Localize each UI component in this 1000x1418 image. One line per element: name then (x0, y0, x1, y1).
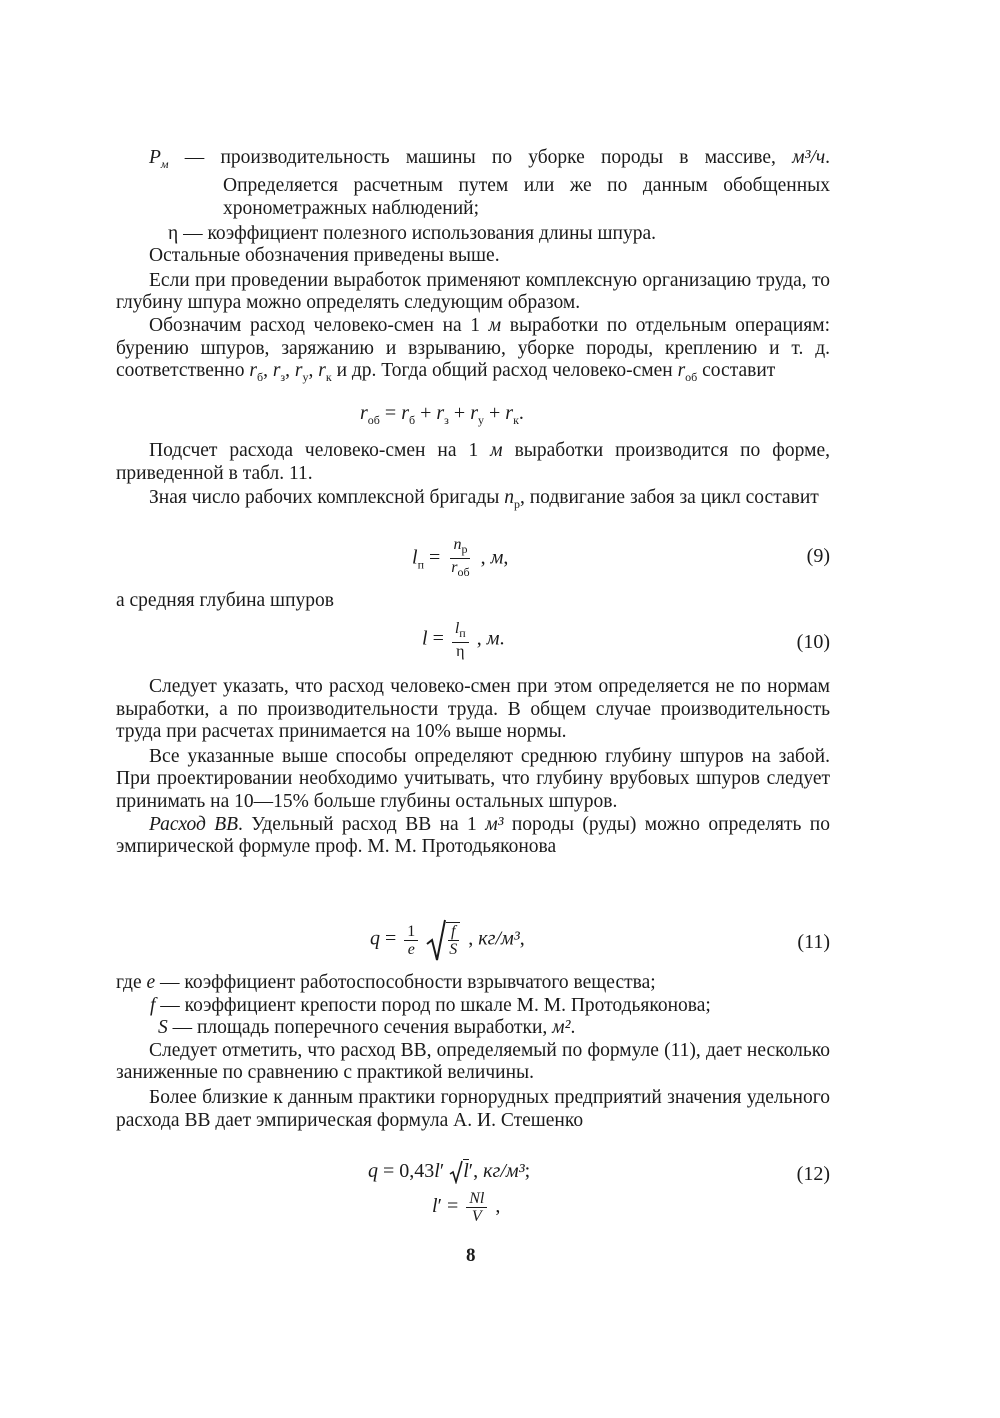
formula-rob: $r_{об} = r_б + r_з + r_у + r_к$. (360, 402, 524, 427)
fraction-np-rob: $\frac{n_р}{r_{об}}$ (451, 536, 470, 580)
para-depth: а средняя глубина шпуров (116, 590, 334, 611)
definitions-top (116, 147, 830, 389)
def-s: S — площадь поперечного сечения выработки, м². (158, 1017, 576, 1039)
def-f: f — коэффициент крепости пород по шкале М. М. Протодьяконова; (150, 994, 711, 1016)
para-designate: Обозначим расход человеко-смен на 1 м выработки по отдельным операциям: бурению шпуров, заряжанию и взрыванию, уборке породы, креплению и т. д. соответственно $r_б$, $r_з$, $r_у$, $r_к$ и др. Тогда общий расход человеко-смен $r_{об}$ составит (116, 315, 830, 385)
fraction-nl-v: $\frac{Nl}{V}$ (466, 1190, 487, 1225)
section-mid (116, 440, 830, 516)
para-rest: Остальные обозначения приведены выше. (149, 245, 500, 267)
para-explosive: Расход ВВ. Удельный расход ВВ на 1 м³ породы (руды) можно определять по эмпирической формуле проф. М. М. Протодьяконова (116, 813, 830, 858)
section-lower (116, 676, 830, 859)
para-brigade: Зная число рабочих комплексной бригады $n_р$, подвигание забоя за цикл составит (149, 487, 819, 512)
formula-12: q = 0,43l′ l′, кг/м³; (368, 1160, 530, 1184)
formula-9: $l_п$ = $\frac{n_р}{r_{об}}$ , м, (412, 536, 509, 580)
formula-10: l = $\frac{l_п}{\eta}$ , м. (422, 620, 505, 661)
fraction-1-e: $\frac{1}{e}$ (404, 923, 418, 958)
formula-11: q = $\frac{1}{e}$ $\frac{f}{S}$ , кг/м³, (370, 918, 525, 962)
fraction-f-s: $\frac{f}{S}$ (446, 922, 460, 958)
para-count: Подсчет расхода человеко-смен на 1 м выработки производится по форме, приведенной в табл. 11. (116, 440, 830, 484)
equation-number-9: (9) (806, 545, 830, 567)
sqrt-sign-small (449, 1160, 463, 1184)
para-complex: Если при проведении выработок применяют комплексную организацию труда, то глубину шпура можно определять следующим образом. (116, 269, 830, 314)
def-e: где e — коэффициент работоспособности взрывчатого вещества; (116, 972, 656, 993)
definitions-bottom (116, 972, 830, 1132)
para-note: Следует указать, что расход человеко-смен при этом определяется не по нормам выработки, а по производительности труда. В общем случае производительность труда при расчетах принимается на 10% выше нормы. (116, 676, 830, 743)
formula-lprime: l′ = $\frac{Nl}{V}$ , (432, 1190, 501, 1225)
para-depth-wrap (116, 590, 830, 613)
equation-number-11: (11) (797, 931, 830, 953)
def-eta: η — коэффициент полезного использования длины шпура. (168, 222, 656, 244)
fraction-lp-eta: $\frac{l_п}{\eta}$ (452, 620, 469, 660)
sqrt-sign (426, 918, 446, 962)
page-number: 8 (466, 1245, 476, 1266)
para-steshenko: Более близкие к данным практики горнорудных предприятий значения удельного расхода ВВ дает эмпирическая формула А. И. Стешенко (116, 1086, 830, 1131)
def-pm: $P_м$ — производительность машины по уборке породы в массиве, м³/ч. Определяется расчетным путем или же по данным обобщенных хронометражных наблюдений; (149, 147, 831, 220)
equation-number-10: (10) (796, 631, 830, 653)
equation-number-12: (12) (796, 1163, 830, 1185)
para-underestimate: Следует отметить, что расход ВВ, определяемый по формуле (11), дает несколько заниженные по сравнению с практикой величины. (116, 1039, 830, 1084)
para-methods: Все указанные выше способы определяют среднюю глубину шпуров на забой. При проектировании необходимо учитывать, что глубину врубовых шпуров следует принимать на 10—15% больше глубины остальных шпуров. (116, 745, 830, 812)
